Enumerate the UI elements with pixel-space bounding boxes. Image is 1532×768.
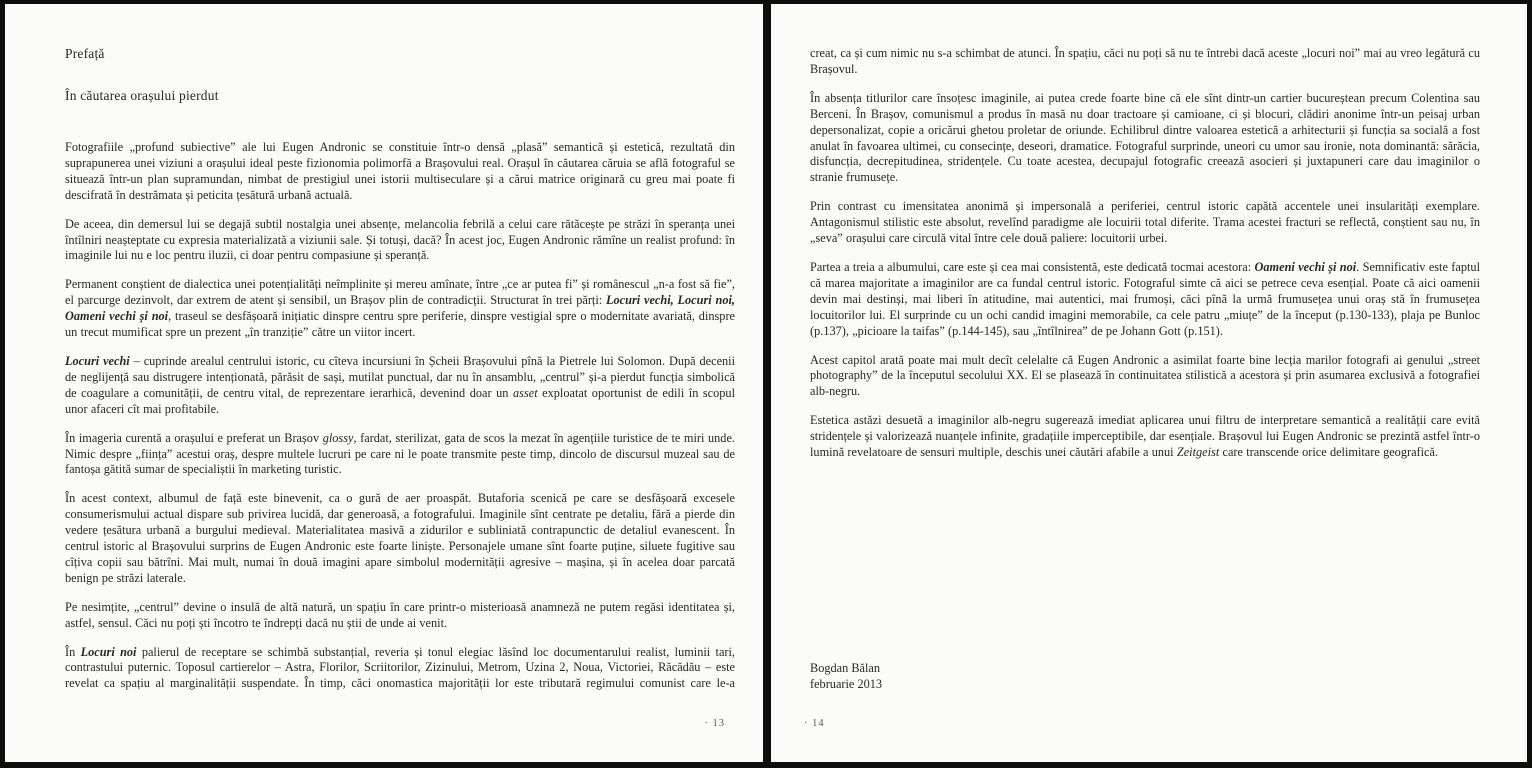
page-right bbox=[771, 4, 1527, 762]
signature-date: februarie 2013 bbox=[810, 677, 883, 691]
text-run: , fardat, sterilizat, gata de scos la mezat în agențiile turistice de te miri unde. Nimic despre „ființa” acestui oraș, despre multele lucruri pe care ni le poate transmite peste timp, dincolo de discursul muzeal sau de fantoșa gătită sumar de specialiștii în marketing turistic. bbox=[65, 430, 735, 477]
paragraph bbox=[810, 46, 1480, 78]
paragraph bbox=[65, 217, 735, 265]
text-run: care transcende orice delimitare geografică. bbox=[1219, 445, 1439, 460]
text-run: palierul de receptare se schimbă substanțial, reveria și tonul elegiac lăsînd loc documentarului realist, luminii tari, contrastului puternic. Toposul cartierelor – Astra, Florilor, Scriitorilor, Zizinului, Metrom, Uzina 2, Noua, Victoriei, Răcădău – este revelat ca spațiu al marginalității suspendate. În timp, căci onomastica majorității lor este tributară regimului comunist care le-a bbox=[65, 644, 735, 691]
text-run: Oameni vechi și noi bbox=[1254, 259, 1357, 274]
text-run: . Semnificativ este faptul că marea majoritate a imaginilor are ca fundal centrul istoric. Fotograful simte că aici se petrece ceva esențial. Poate că aici oamenii devin mai destinși, mai liberi în atitudine, mai autentici, mai frumoși, căci pînă la urmă frumusețea unui oraș stă în frumusețea locuitorilor lui. El surprinde cu un ochi candid imagini memorabile, ca cele patru „miuțe” de la început (p.130-133), plaja pe Bunloc (p.137), „picioare la taifas” (p.144-145), sau „întîlnirea” de pe Johann Gott (p.151). bbox=[810, 259, 1480, 338]
page-right-body bbox=[810, 46, 1480, 461]
page-left-body bbox=[65, 140, 735, 692]
page-left bbox=[5, 4, 763, 762]
paragraph bbox=[810, 413, 1480, 461]
paragraph bbox=[65, 140, 735, 204]
paragraph bbox=[65, 600, 735, 632]
paragraph bbox=[810, 199, 1480, 247]
text-run: Locuri vechi, Locuri noi, Oameni vechi și noi bbox=[65, 293, 735, 324]
text-run: Locuri noi bbox=[80, 644, 137, 659]
page-number-right: · 14 bbox=[804, 718, 825, 729]
text-run: Acest capitol arată poate mai mult decît celelalte că Eugen Andronic a asimilat foarte bine lecția marilor fotografi ai genului „street photography” de la începutul secolului XX. El se plasează în continuitatea stilistică a acestora și prin asumarea exclusivă a fotografiei alb-negru. bbox=[810, 352, 1480, 399]
text-run: Locuri vechi bbox=[65, 353, 130, 368]
text-run: glossy bbox=[322, 430, 354, 445]
paragraph bbox=[65, 431, 735, 479]
page-number-left: · 13 bbox=[704, 718, 725, 729]
text-run: Permanent conștient de dialectica unei potențialități neîmplinite și mereu amînate, între „ce ar putea fi” și românescul „n-a fost să fie”, el parcurge dezinvolt, dar extrem de atent și sensibil, un Brașov plin de contradicții. Structurat în trei părți: bbox=[65, 277, 735, 308]
text-run: Partea a treia a albumului, care este și cea mai consistentă, este dedicată tocmai acestora: bbox=[810, 259, 1255, 274]
text-run: Fotografiile „profund subiective” ale lui Eugen Andronic se constituie într-o densă „plasă” semantică și estetică, rezultată din suprapunerea unei viziuni a orașului ideal peste fizionomia polimorfă a Brașovului real. Orașul în căutarea căruia se află fotograful se situează într-un plan supramundan, nimbat de prestigiul unei istorii multiseculare și a cărui matrice originară cu greu mai poate fi descifrată în destrămata și peticita țesătură urbană actuală. bbox=[65, 140, 735, 202]
paragraph bbox=[810, 91, 1480, 186]
preface-subtitle: În căutarea orașului pierdut bbox=[65, 88, 219, 103]
paragraph bbox=[65, 277, 735, 341]
text-run: exploatat oportunist de edili în scopul unor afaceri cît mai profitabile. bbox=[65, 385, 736, 416]
paragraph bbox=[65, 354, 735, 418]
page-gutter bbox=[763, 4, 771, 762]
text-run: , traseul se desfășoară inițiatic dinspre centru spre periferie, dinspre vestigial spre o modernitate avariată, dinspre un trecut mumificat spre un prezent „în tranziție” către un viitor incert. bbox=[65, 309, 735, 340]
paragraph bbox=[65, 645, 735, 693]
text-run: În acest context, albumul de față este binevenit, ca o gură de aer proaspăt. Butaforia scenică pe care se desfășoară excesele consumerismului actual dispare sub privirea lucidă, dar generoasă, a fotografului. Imaginile sînt centrate pe detaliu, fără a pierde din vedere țesătura urbană a burgului medieval. Materialitatea masivă a zidurilor e subliniată contrapunctic de detaliul evanescent. În centrul istoric al Brașovului surprins de Eugen Andronic este foarte liniște. Personajele umane sînt foarte puține, siluete fugitive sau cîțiva copii sau bătrîni. Mai mult, numai în două imagini apare simbolul modernității agresive – mașina, și în acelea doar parcată benign pe străzi laterale. bbox=[65, 491, 735, 585]
text-run: creat, ca și cum nimic nu s-a schimbat de atunci. În spațiu, căci nu poți să nu te întrebi dacă aceste „locuri noi” mai au vreo legătură cu Brașovul. bbox=[810, 46, 1480, 76]
paragraph bbox=[810, 353, 1480, 401]
text-run: Estetica astăzi desuetă a imaginilor alb-negru sugerează imediat aplicarea unui filtru de interpretare semantică a realității care evită stridențele și valorizează nuanțele infinite, gradațiile imperceptibile, dar esențiale. Brașovul lui Eugen Andronic se prezintă astfel într-o lumină revelatoare de sensuri multiple, deschis unei căutări afabile a unui bbox=[810, 413, 1480, 460]
preface-heading: Prefață bbox=[65, 46, 105, 61]
signature-block bbox=[810, 660, 882, 692]
text-run: Prin contrast cu imensitatea anonimă și impersonală a periferiei, centrul istoric capătă accentele unei insularități exemplare. Antagonismul stilistic este absolut, revelînd paradigme ale locuirii total diferite. Trama acestei fracturi se reflectă, conștient sau nu, în „seva” orașului care circulă vital între cele două paliere: locuitorii urbei. bbox=[810, 199, 1480, 246]
text-run: Zeitgeist bbox=[1176, 445, 1220, 460]
text-run: În imageria curentă a orașului e preferat un Brașov bbox=[65, 430, 323, 445]
text-run: Pe nesimțite, „centrul” devine o insulă de altă natură, un spațiu în care printr-o misterioasă anamneză ne putem regăsi identitatea și, astfel, sensul. Căci nu poți ști încotro te îndrepți dacă nu știi de unde ai venit. bbox=[65, 599, 735, 630]
text-run: asset bbox=[513, 385, 538, 400]
text-run: În absența titlurilor care însoțesc imaginile, ai putea crede foarte bine că ele sînt dintr-un cartier bucureștean precum Colentina sau Berceni. În Brașov, comunismul a produs în masă nu doar tractoare și camioane, ci și blocuri, clădiri anonime într-un peisaj urban depersonalizat, copie a oricărui ghetou proletar de oriunde. Echilibrul dintre valoarea estetică a arhitecturii și funcția sa socială a fost anulat în favoarea ultimei, cu consecințe, deseori, dramatice. Fotograful surprinde, uneori cu umor sau ironie, nota dominantă: sărăcia, disfuncția, decrepitudinea, stridențele. Cu toate acestea, decupajul fotografic creează asocieri și juxtapuneri care dau imaginilor o stranie frumusețe. bbox=[810, 90, 1480, 185]
text-run: De aceea, din demersul lui se degajă subtil nostalgia unei absențe, melancolia febrilă a celui care rătăcește pe străzi în speranța unei întîlniri neașteptate cu expresia materializată a viziunii sale. Și totuși, dacă? În acest joc, Eugen Andronic rămîne un realist profund: în imaginile lui nu e loc pentru iluzii, ci doar pentru compasiune și speranță. bbox=[65, 216, 735, 263]
paragraph bbox=[810, 260, 1480, 340]
signature-name: Bogdan Bălan bbox=[810, 661, 881, 675]
text-run: – cuprinde arealul centrului istoric, cu cîteva incursiuni în Șcheii Brașovului pînă la Pietrele lui Solomon. După decenii de neglijență sau distrugere intenționată, părăsit de sași, mutilat punctual, dar nu în ansamblu, „centrul” și-a pierdut funcția simbolică de coagulare a comunității, de centru vital, de reprezentare ierarhică, devenind doar un bbox=[65, 353, 736, 400]
text-run: În bbox=[65, 644, 81, 659]
paragraph bbox=[65, 491, 735, 586]
